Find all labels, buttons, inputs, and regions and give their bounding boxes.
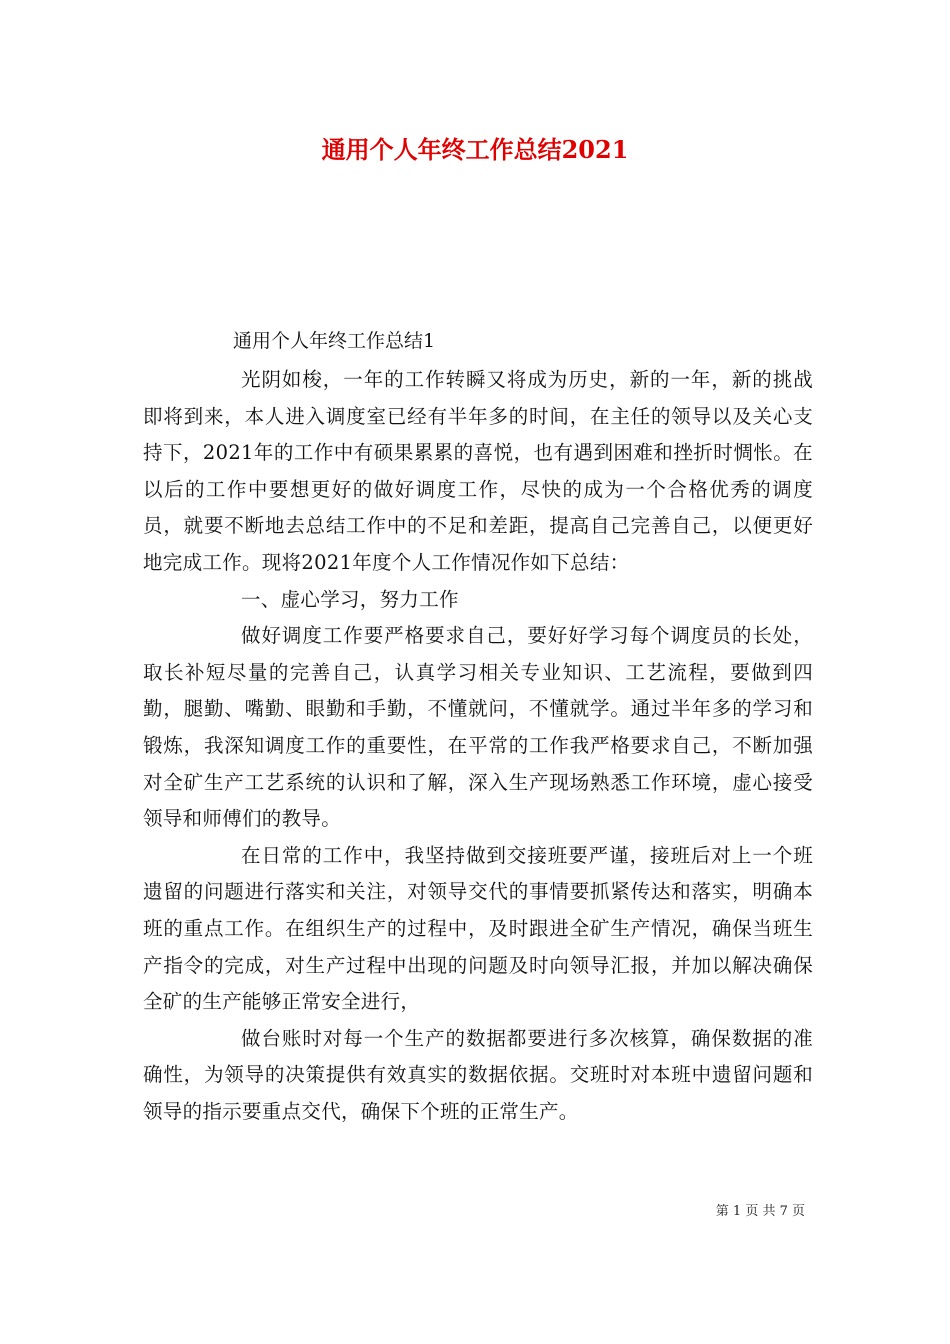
section-heading: 一、虚心学习，努力工作 bbox=[241, 587, 459, 611]
document-title: 通用个人年终工作总结2021 bbox=[321, 135, 629, 164]
document-body bbox=[143, 362, 813, 1130]
paragraph-ledger: 做台账时对每一个生产的数据都要进行多次核算，确保数据的准确性，为领导的决策提供有效真实的数据依据。交班时对本班中遗留问题和领导的指示要重点交代，确保下个班的正常生产。 bbox=[143, 1026, 813, 1123]
document-subtitle: 通用个人年终工作总结1 bbox=[233, 330, 436, 352]
paragraph-study: 做好调度工作要严格要求自己，要好好学习每个调度员的长处，取长补短尽量的完善自己，认真学习相关专业知识、工艺流程，要做到四勤，腿勤、嘴勤、眼勤和手勤，不懂就问，不懂就学。通过半年多的学习和锻炼，我深知调度工作的重要性，在平常的工作我严格要求自己，不断加强对全矿生产工艺系统的认识和了解，深入生产现场熟悉工作环境，虚心接受领导和师傅们的教导。 bbox=[143, 624, 813, 831]
paragraph-daily-work: 在日常的工作中，我坚持做到交接班要严谨，接班后对上一个班遗留的问题进行落实和关注，对领导交代的事情要抓紧传达和落实，明确本班的重点工作。在组织生产的过程中，及时跟进全矿生产情况，确保当班生产指令的完成，对生产过程中出现的问题及时向领导汇报，并加以解决确保全矿的生产能够正常安全进行， bbox=[143, 843, 813, 1014]
page-number: 第 1 页 共 7 页 bbox=[715, 1204, 805, 1219]
paragraph-intro: 光阴如梭，一年的工作转瞬又将成为历史，新的一年，新的挑战即将到来，本人进入调度室已经有半年多的时间，在主任的领导以及关心支持下，2021年的工作中有硕果累累的喜悦，也有遇到困难和挫折时惆怅。在以后的工作中要想更好的做好调度工作，尽快的成为一个合格优秀的调度员，就要不断地去总结工作中的不足和差距，提高自己完善自己，以便更好地完成工作。现将2021年度个人工作情况作如下总结： bbox=[143, 368, 813, 574]
